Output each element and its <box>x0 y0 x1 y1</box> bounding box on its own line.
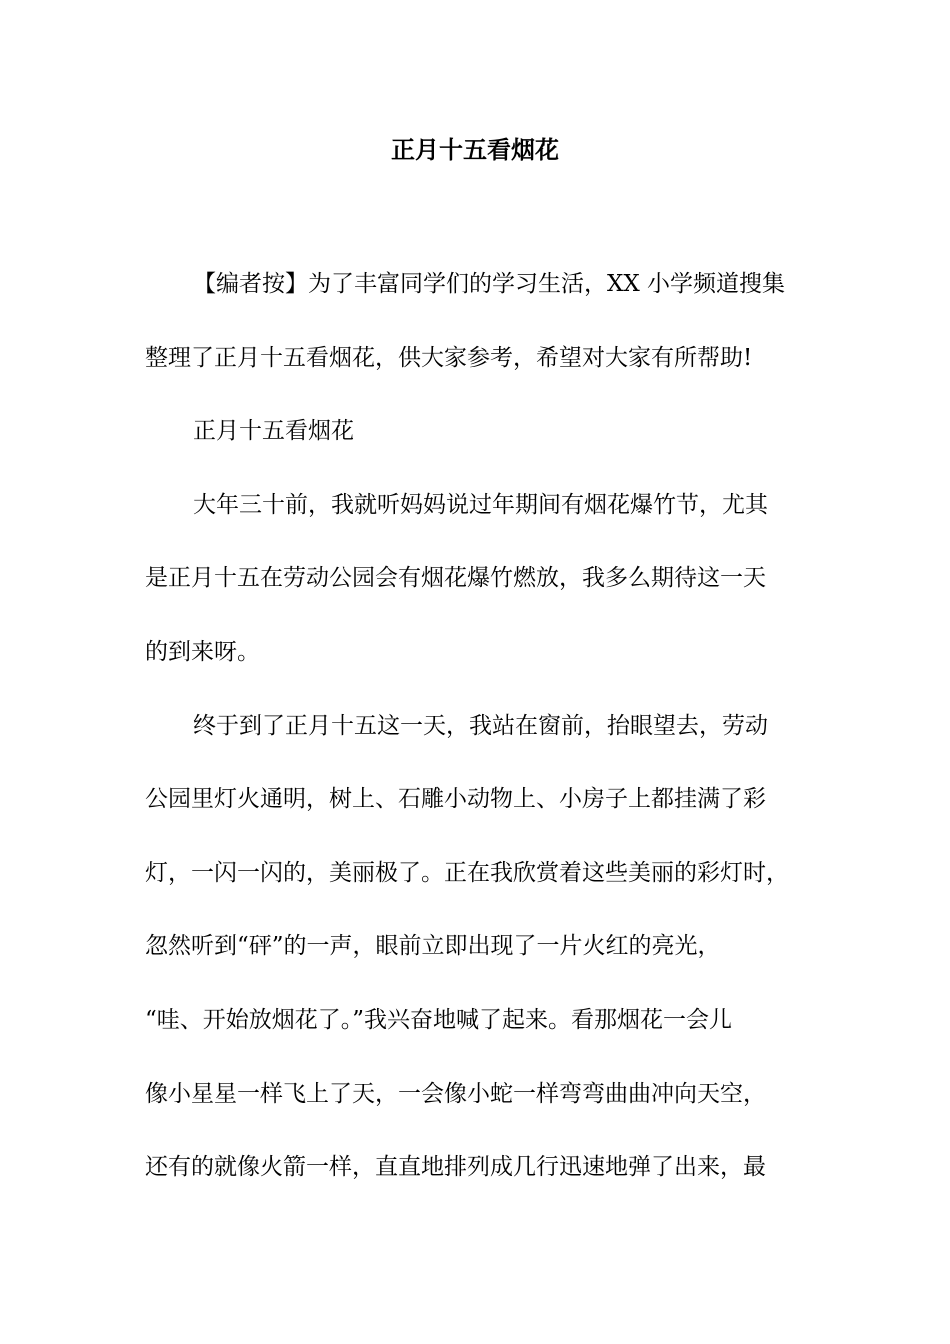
text-line: 【编者按】为了丰富同学们的学习生活，XX 小学频道搜集 <box>193 271 786 297</box>
text-line: 是正月十五在劳动公园会有烟花爆竹燃放，我多么期待这一天 <box>145 565 766 592</box>
text-line: 公园里灯火通明，树上、石雕小动物上、小房子上都挂满了彩 <box>145 786 766 813</box>
document-title: 正月十五看烟花 <box>391 135 559 164</box>
text-line: 忽然听到“砰”的一声，眼前立即出现了一片火红的亮光， <box>145 933 721 960</box>
text-line: 整理了正月十五看烟花，供大家参考，希望对大家有所帮助! <box>145 344 753 371</box>
text-line: 大年三十前，我就听妈妈说过年期间有烟花爆竹节，尤其 <box>193 491 768 518</box>
text-line: “哇、开始放烟花了。”我兴奋地喊了起来。看那烟花一会儿 <box>145 1006 733 1033</box>
text-line: 的到来呀。 <box>145 638 260 665</box>
text-line: 灯，一闪一闪的，美丽极了。正在我欣赏着这些美丽的彩灯时， <box>145 859 789 886</box>
text-line: 终于到了正月十五这一天，我站在窗前，抬眼望去，劳动 <box>193 712 768 739</box>
text-line: 像小星星一样飞上了天，一会像小蛇一样弯弯曲曲冲向天空， <box>145 1080 766 1107</box>
text-line: 还有的就像火箭一样，直直地排列成几行迅速地弹了出来，最 <box>145 1154 766 1181</box>
document-body <box>145 248 825 1205</box>
subtitle-line: 正月十五看烟花 <box>193 418 354 445</box>
